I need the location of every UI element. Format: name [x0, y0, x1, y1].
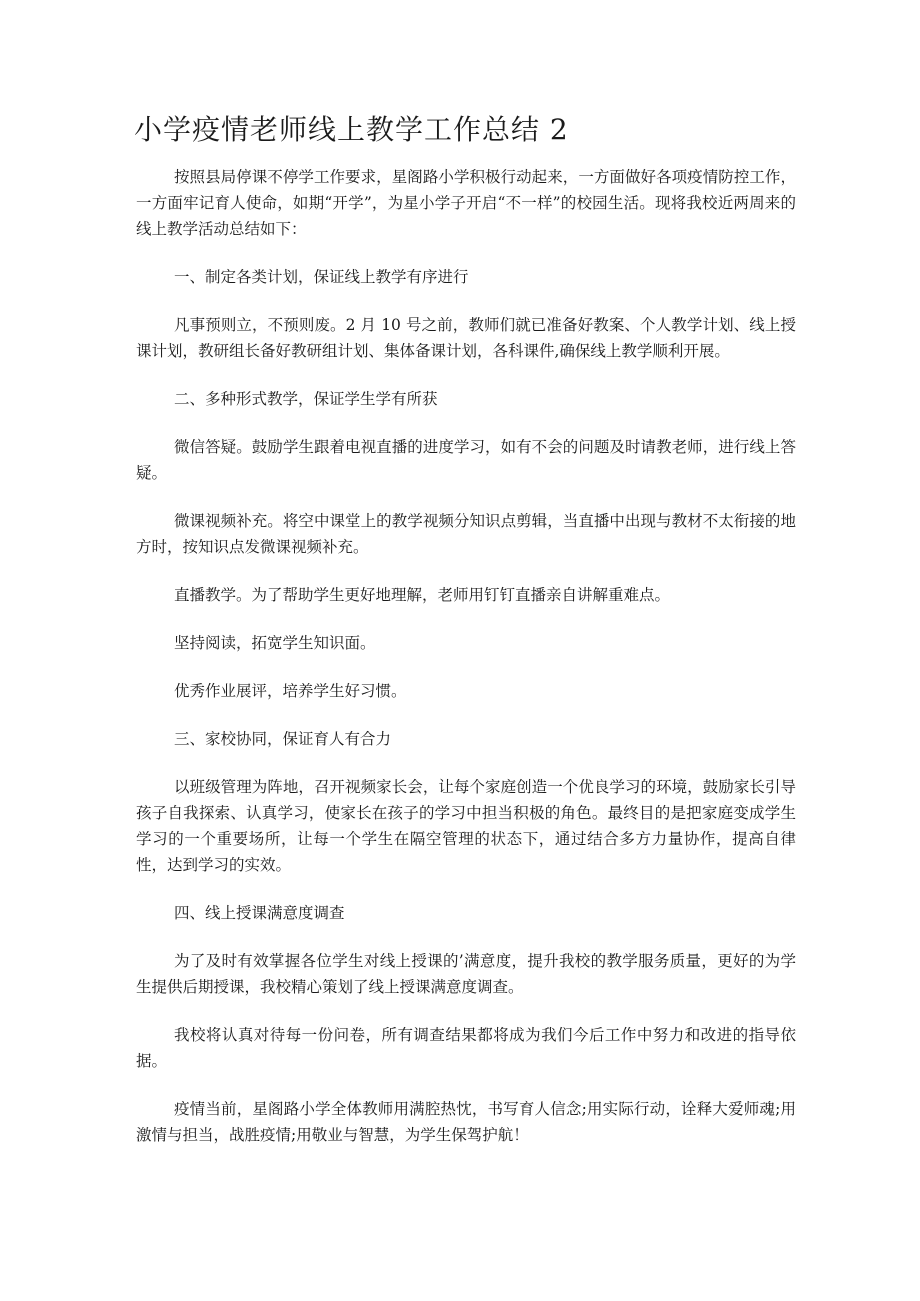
section-heading-2: 二、多种形式教学，保证学生学有所获	[174, 390, 438, 408]
live-teaching-paragraph: 直播教学。为了帮助学生更好地理解，老师用钉钉直播亲自讲解重难点。	[174, 586, 671, 604]
reading-paragraph: 坚持阅读，拓宽学生知识面。	[174, 634, 376, 652]
wechat-qa-paragraph: 微信答疑。鼓励学生跟着电视直播的进度学习，如有不会的问题及时请教老师，进行线上答疑。	[136, 438, 796, 482]
section-heading-1: 一、制定各类计划，保证线上教学有序进行	[174, 268, 469, 286]
section-heading-3: 三、家校协同，保证育人有合力	[174, 730, 392, 748]
micro-video-paragraph: 微课视频补充。将空中课堂上的教学视频分知识点剪辑，当直播中出现与教材不太衔接的地方时，按知识点发微课视频补充。	[136, 512, 796, 556]
homework-paragraph: 优秀作业展评，培养学生好习惯。	[174, 682, 407, 700]
survey-followup-paragraph: 我校将认真对待每一份问卷，所有调查结果都将成为我们今后工作中努力和改进的指导依据。	[136, 1026, 796, 1070]
document-title: 小学疫情老师线上教学工作总结 2	[134, 113, 569, 146]
intro-paragraph: 按照县局停课不停学工作要求，星阁路小学积极行动起来，一方面做好各项疫情防控工作，一方面牢记育人使命，如期“开学”，为星小学子开启“不一样”的校园生活。现将我校近两周来的线上教学活动总结如下：	[136, 168, 796, 238]
survey-paragraph: 为了及时有效掌握各位学生对线上授课的’满意度，提升我校的教学服务质量，更好的为学生提供后期授课，我校精心策划了线上授课满意度调查。	[136, 952, 796, 996]
section-1-paragraph: 凡事预则立，不预则废。2 月 10 号之前，教师们就已准备好教案、个人教学计划、线上授课计划，教研组长备好教研组计划、集体备课计划，各科课件,确保线上教学顺利开展。	[136, 316, 796, 360]
home-school-paragraph: 以班级管理为阵地，召开视频家长会，让每个家庭创造一个优良学习的环境，鼓励家长引导孩子自我探索、认真学习，使家长在孩子的学习中担当积极的角色。最终目的是把家庭变成学生学习的一个重要场所，让每一个学生在隔空管理的状态下，通过结合多方力量协作，提高自律性，达到学习的实效。	[136, 778, 796, 874]
document-body	[136, 164, 796, 1170]
closing-paragraph: 疫情当前，星阁路小学全体教师用满腔热忱，书写育人信念;用实际行动，诠释大爱师魂;用激情与担当，战胜疫情;用敬业与智慧，为学生保驾护航！	[136, 1100, 796, 1144]
section-heading-4: 四、线上授课满意度调查	[174, 904, 345, 922]
